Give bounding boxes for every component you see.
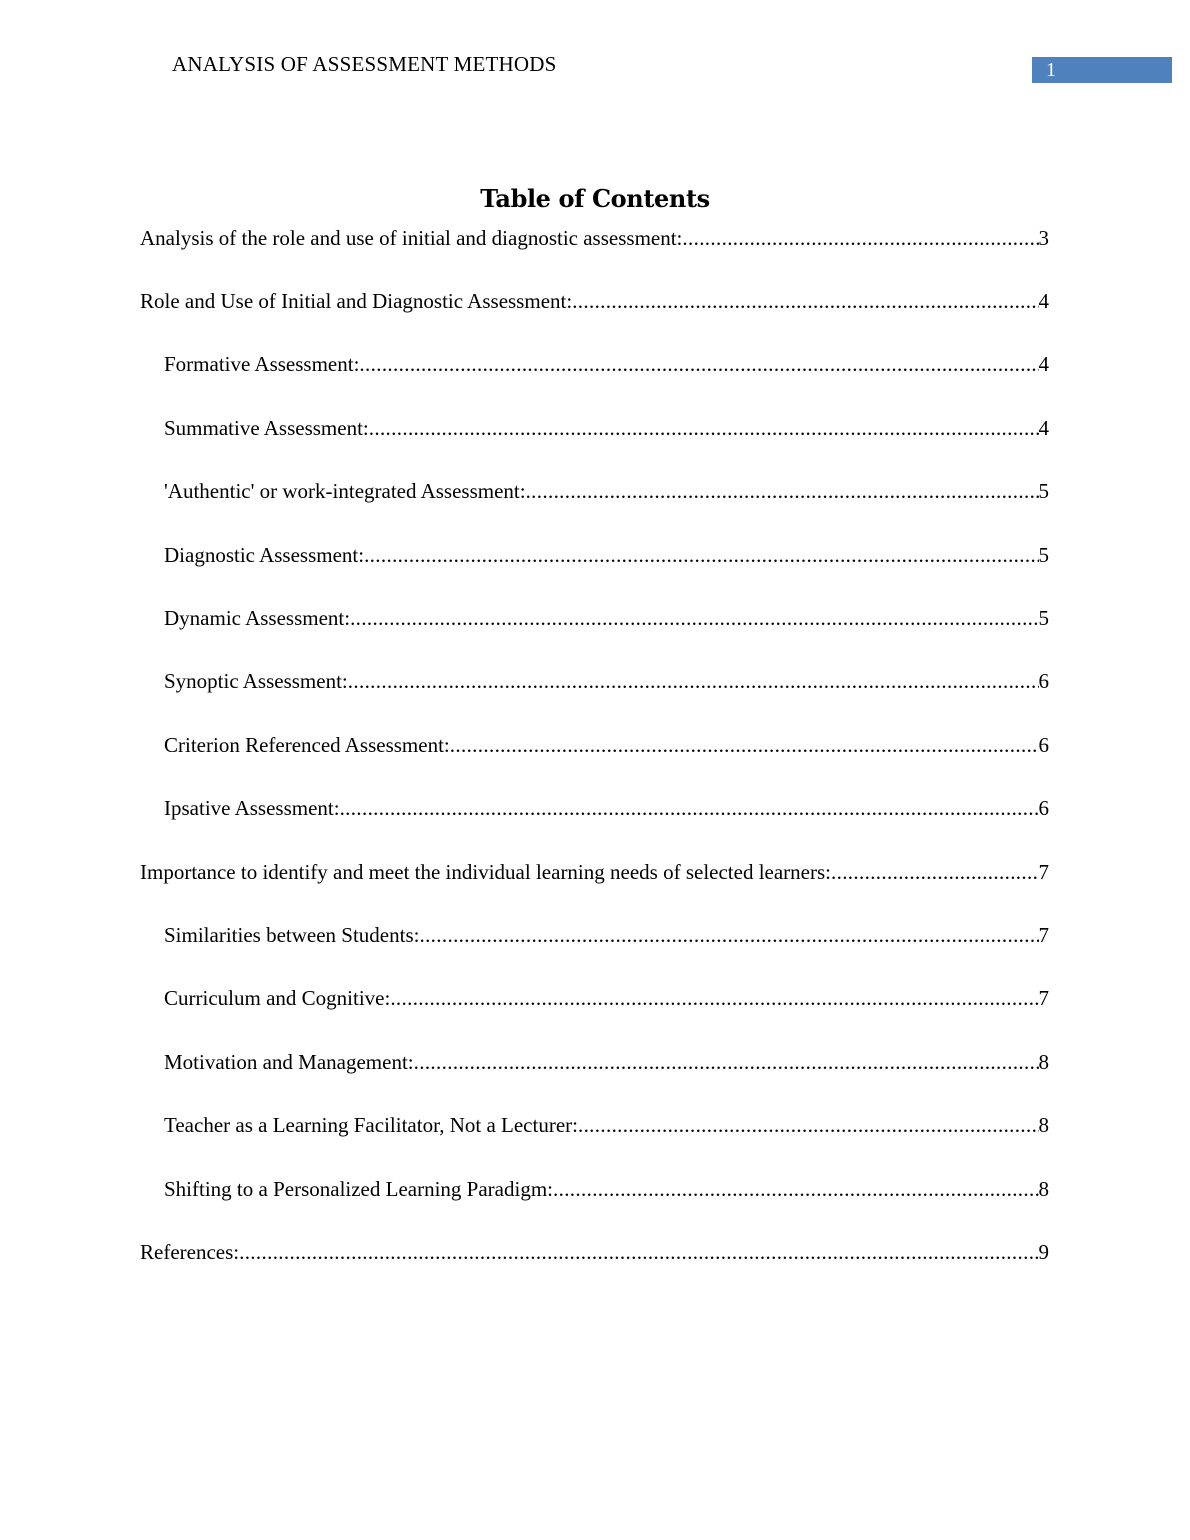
toc-entry[interactable]: [164, 541, 1049, 569]
page-number: 1: [1046, 59, 1056, 81]
toc-entry[interactable]: [140, 224, 1049, 252]
toc-entry-page: 8: [1038, 1113, 1049, 1137]
toc-entry-label: Diagnostic Assessment:: [164, 543, 365, 567]
toc-entry[interactable]: [164, 477, 1049, 505]
toc-entry[interactable]: [164, 794, 1049, 822]
toc-entry-page: 4: [1038, 352, 1049, 376]
toc-entry-label: References:: [140, 1240, 240, 1264]
toc-entry[interactable]: [140, 287, 1049, 315]
toc-entry-label: Role and Use of Initial and Diagnostic Assessment:: [140, 289, 573, 313]
toc-dot-leader: [350, 604, 1038, 632]
toc-entry-page: 6: [1038, 796, 1049, 820]
toc-entry-label: Dynamic Assessment:: [164, 606, 351, 630]
toc-dot-leader: [369, 414, 1039, 442]
toc-dot-leader: [553, 1175, 1039, 1203]
toc-entry[interactable]: [140, 858, 1049, 886]
toc-entry-page: 8: [1038, 1050, 1049, 1074]
toc-dot-leader: [414, 1048, 1039, 1076]
toc-entry[interactable]: [164, 1111, 1049, 1139]
running-header-title: ANALYSIS OF ASSESSMENT METHODS: [172, 52, 557, 76]
toc-entry-page: 4: [1038, 416, 1049, 440]
toc-dot-leader: [419, 921, 1038, 949]
toc-entry-page: 5: [1038, 606, 1049, 630]
toc-entry-label: Criterion Referenced Assessment:: [164, 733, 450, 757]
toc-entry-label: Formative Assessment:: [164, 352, 360, 376]
toc-entry[interactable]: [164, 1048, 1049, 1076]
toc-entry-page: 6: [1038, 669, 1049, 693]
toc-entry-label: Similarities between Students:: [164, 923, 420, 947]
toc-entry-page: 6: [1038, 733, 1049, 757]
toc-entry-label: Shifting to a Personalized Learning Paradigm:: [164, 1177, 553, 1201]
toc-entry-label: Motivation and Management:: [164, 1050, 414, 1074]
toc-entry-page: 7: [1038, 986, 1049, 1010]
toc-entry-page: 4: [1038, 289, 1049, 313]
toc-entry-page: 5: [1038, 543, 1049, 567]
toc-entry-page: 3: [1038, 226, 1049, 250]
toc-entry[interactable]: [164, 667, 1049, 695]
toc-entry[interactable]: [164, 1175, 1049, 1203]
toc-entry[interactable]: [164, 604, 1049, 632]
toc-dot-leader: [572, 287, 1038, 315]
toc-entry-label: Ipsative Assessment:: [164, 796, 340, 820]
toc-title: Table of Contents: [480, 184, 710, 213]
toc-entry-page: 8: [1038, 1177, 1049, 1201]
toc-entry-label: Synoptic Assessment:: [164, 669, 348, 693]
toc-dot-leader: [348, 667, 1039, 695]
toc-entry-page: 7: [1038, 923, 1049, 947]
toc-entry[interactable]: [164, 984, 1049, 1012]
toc-dot-leader: [340, 794, 1039, 822]
toc-entry[interactable]: [164, 731, 1049, 759]
toc-entry[interactable]: [164, 921, 1049, 949]
toc-entry-page: 7: [1038, 860, 1049, 884]
toc-entry-label: Teacher as a Learning Facilitator, Not a Lecturer:: [164, 1113, 578, 1137]
toc-entry-page: 5: [1038, 479, 1049, 503]
toc-dot-leader: [239, 1238, 1038, 1266]
toc-entry[interactable]: [164, 414, 1049, 442]
toc-entry[interactable]: [140, 1238, 1049, 1266]
toc-dot-leader: [390, 984, 1038, 1012]
toc-dot-leader: [526, 477, 1039, 505]
toc-entry-label: Summative Assessment:: [164, 416, 369, 440]
toc-entry-label: Importance to identify and meet the individual learning needs of selected learners:: [140, 860, 831, 884]
toc-dot-leader: [831, 858, 1039, 886]
toc-entry[interactable]: [164, 350, 1049, 378]
toc-dot-leader: [682, 224, 1038, 252]
toc-entry-label: Analysis of the role and use of initial and diagnostic assessment:: [140, 226, 683, 250]
toc-dot-leader: [364, 541, 1038, 569]
toc-dot-leader: [578, 1111, 1039, 1139]
page-number-badge: [1032, 57, 1172, 83]
toc-entry-label: Curriculum and Cognitive:: [164, 986, 391, 1010]
toc-entry-page: 9: [1038, 1240, 1049, 1264]
toc-entry-label: 'Authentic' or work-integrated Assessment:: [164, 479, 526, 503]
toc-dot-leader: [450, 731, 1039, 759]
toc-dot-leader: [359, 350, 1038, 378]
